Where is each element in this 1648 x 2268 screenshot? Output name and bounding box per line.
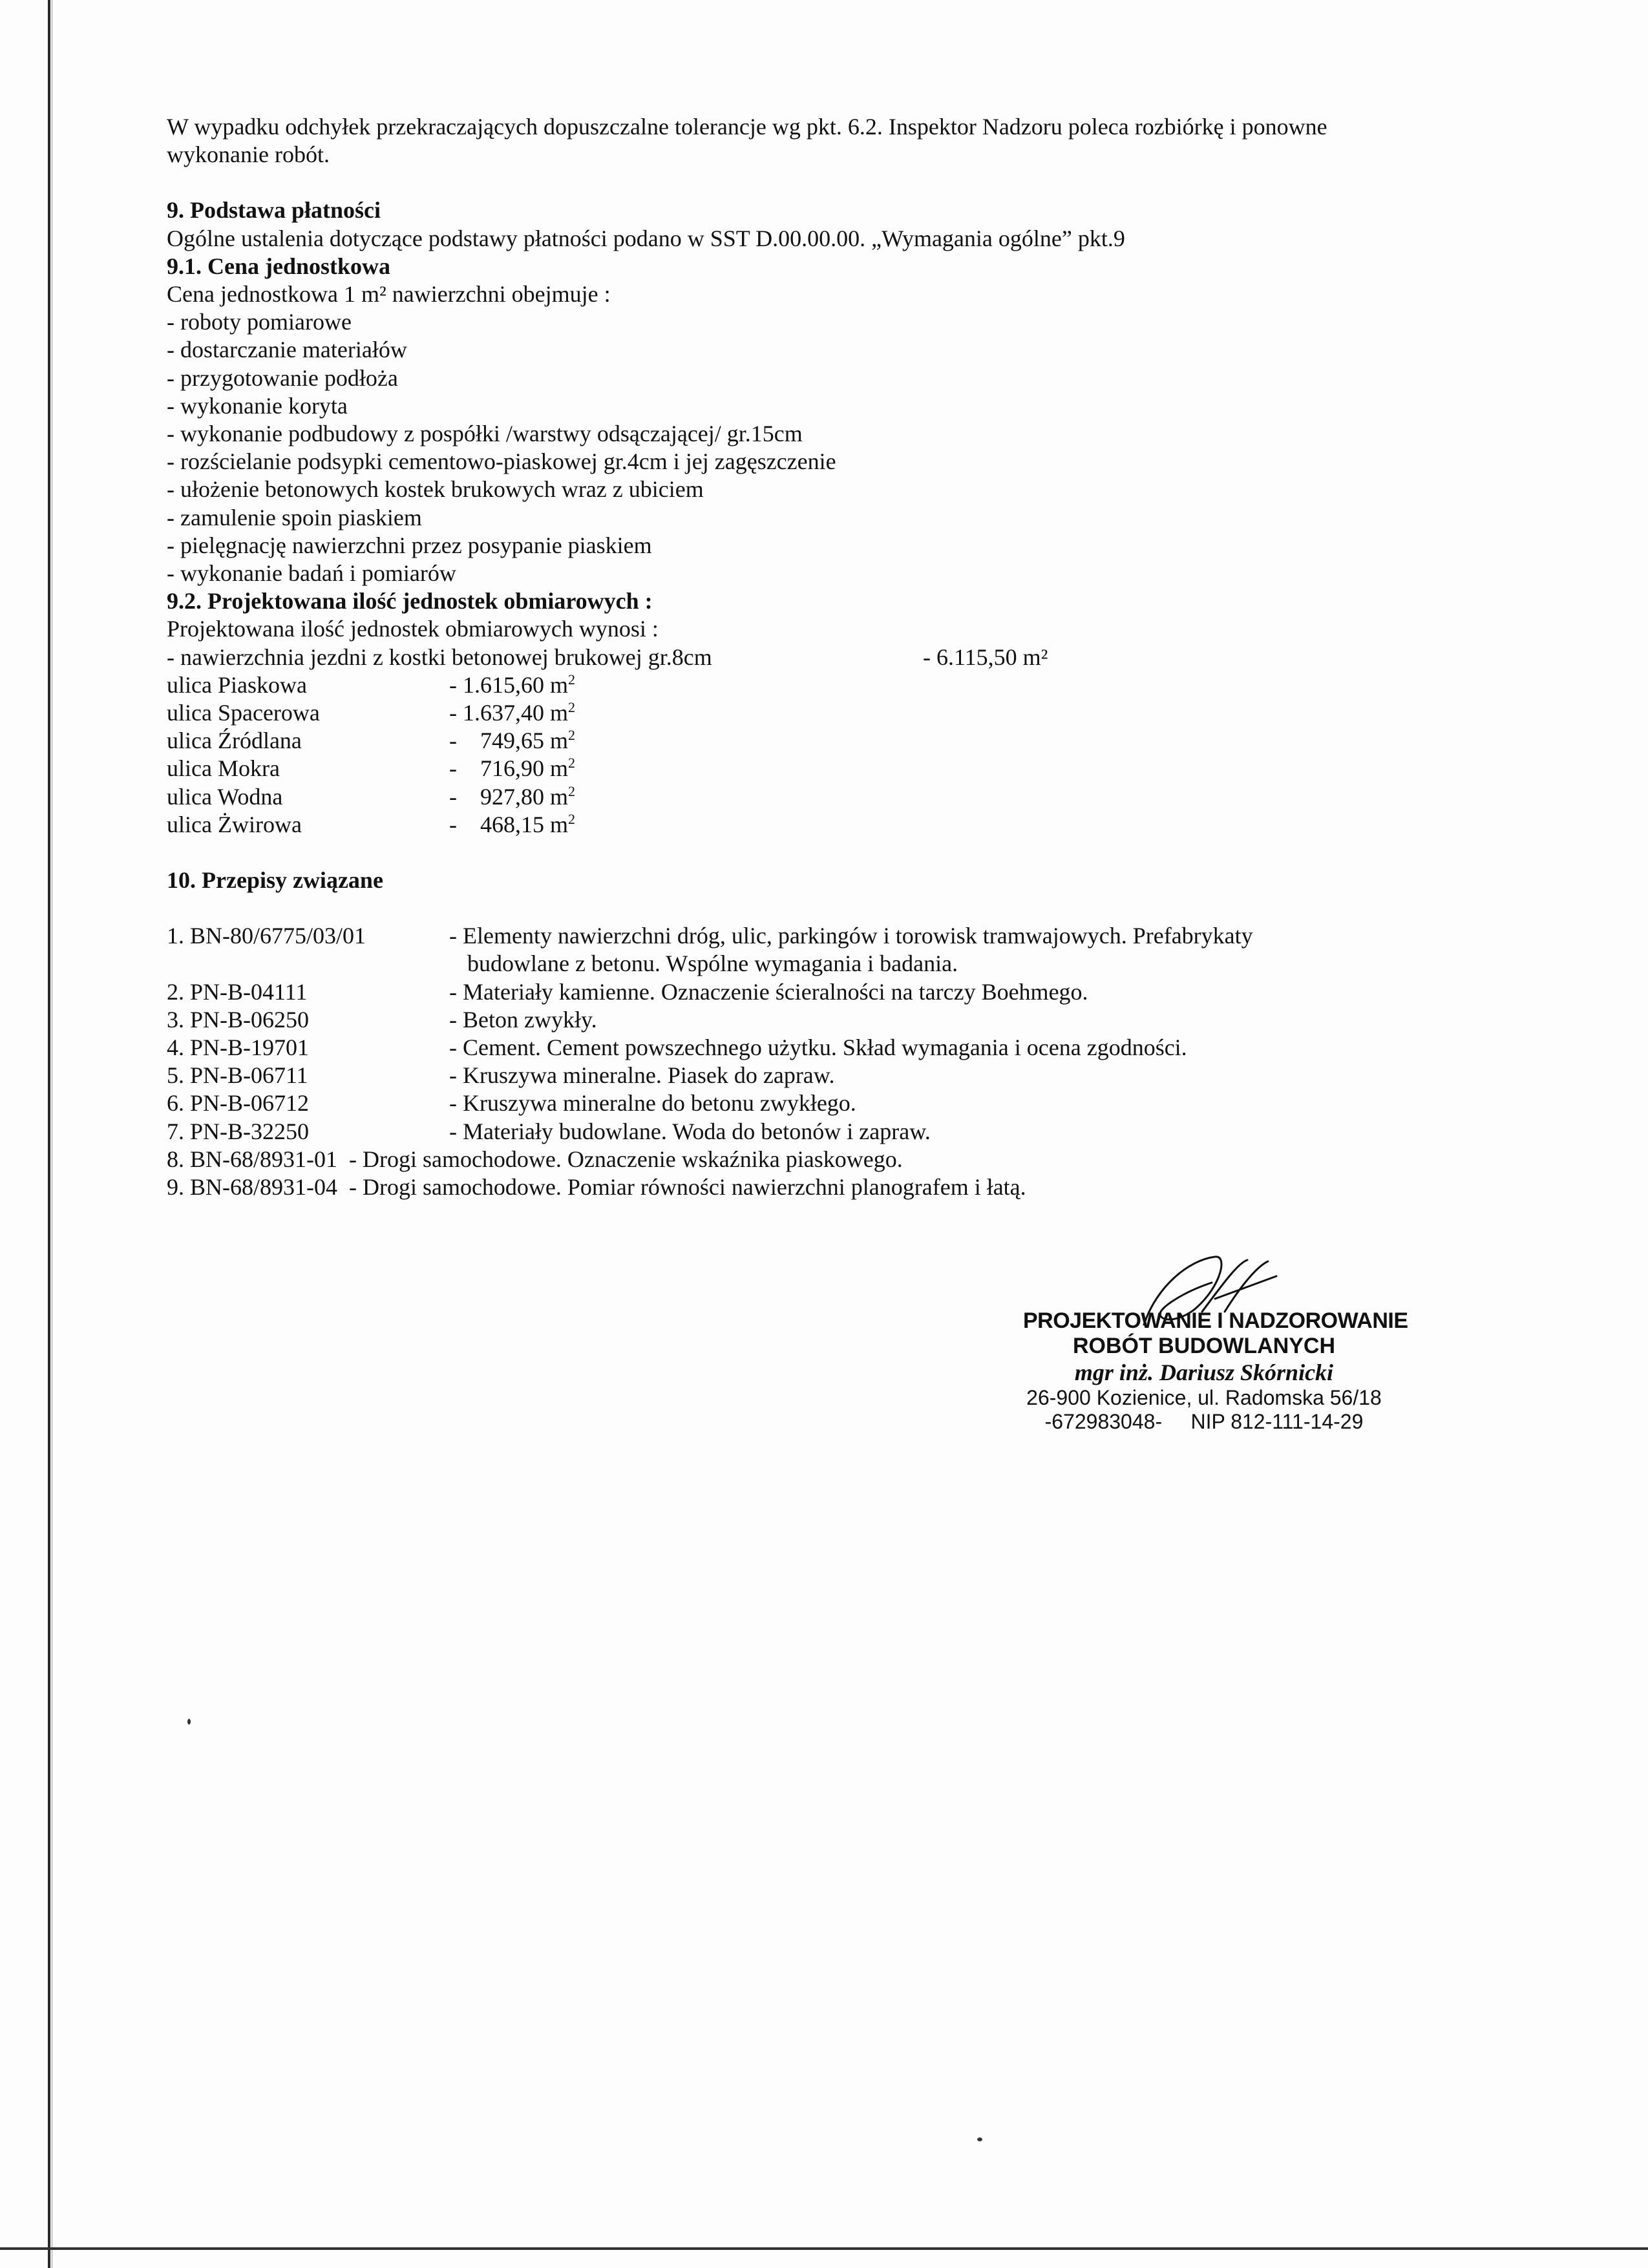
list-item	[167, 1118, 1459, 1146]
street-quantities	[167, 671, 1459, 839]
scan-bottom-edge	[0, 2247, 1648, 2250]
street-name: ulica Źródlana	[167, 728, 302, 754]
street-name: ulica Wodna	[167, 783, 283, 810]
street-area: - 1.637,40 $m^2$	[449, 699, 576, 726]
list-item: - zamulenie spoin piaskiem	[167, 504, 422, 530]
street-area: - 468,15 $m^2$	[449, 810, 576, 837]
company-stamp	[1023, 1308, 1408, 1434]
total-quantity-label: - nawierzchnia jezdni z kostki betonowej brukowej gr.8cm	[167, 644, 712, 670]
list-item	[167, 978, 1459, 1006]
scan-speck	[187, 1719, 191, 1725]
street-area: - 749,65 $m^2$	[449, 727, 576, 754]
intro-line: W wypadku odchyłek przekraczających dopuszczalne tolerancje wg pkt. 6.2. Inspektor Nadzoru poleca rozbiórkę i ponowne	[167, 114, 1327, 140]
list-item: 9. BN-68/8931-04 - Drogi samochodowe. Pomiar równości nawierzchni planografem i łatą.	[167, 1173, 1026, 1200]
ref-desc: - Elementy nawierzchni dróg, ulic, parkingów i torowisk tramwajowych. Prefabrykaty	[449, 923, 1253, 949]
stamp-line: 26-900 Kozienice, ul. Radomska 56/18	[1026, 1386, 1382, 1409]
stamp-line: PROJEKTOWANIE I NADZOROWANIE	[1023, 1308, 1408, 1333]
list-item: - rozścielanie podsypki cementowo-piaskowej gr.4cm i jej zagęszczenie	[167, 448, 836, 475]
cost-items-list	[167, 308, 1459, 587]
table-row	[167, 755, 1459, 782]
ref-desc: - Beton zwykły.	[449, 1006, 597, 1033]
street-name: ulica Żwirowa	[167, 811, 302, 837]
list-item	[167, 922, 1459, 950]
references-list	[167, 922, 1459, 1201]
table-row	[167, 811, 1459, 839]
ref-code: 4. PN-B-19701	[167, 1034, 310, 1060]
scan-speck	[977, 2137, 982, 2141]
list-item: - dostarczanie materiałów	[167, 337, 407, 363]
list-item: 8. BN-68/8931-01 - Drogi samochodowe. Oznaczenie wskaźnika piaskowego.	[167, 1146, 903, 1172]
section-9-text: Ogólne ustalenia dotyczące podstawy płatności podano w SST D.00.00.00. „Wymagania ogólne” pkt.9	[167, 225, 1125, 251]
list-item: - ułożenie betonowych kostek brukowych wraz z ubiciem	[167, 476, 704, 503]
stamp-line: ROBÓT BUDOWLANYCH	[1072, 1334, 1336, 1358]
stamp-line: -672983048- NIP 812-111-14-29	[1044, 1410, 1364, 1433]
ref-code: 7. PN-B-32250	[167, 1118, 310, 1144]
section-9-2-intro: Projektowana ilość jednostek obmiarowych wynosi :	[167, 616, 659, 642]
ref-desc: - Materiały budowlane. Woda do betonów i zapraw.	[449, 1118, 931, 1144]
table-row	[167, 671, 1459, 699]
intro-line: wykonanie robót.	[167, 142, 330, 168]
street-area: - 927,80 $m^2$	[449, 782, 576, 810]
street-area: - 1.615,60 $m^2$	[449, 671, 576, 698]
ref-desc: - Kruszywa mineralne. Piasek do zapraw.	[449, 1062, 835, 1089]
ref-desc: - Kruszywa mineralne do betonu zwykłego.	[449, 1090, 856, 1117]
scan-left-edge	[48, 0, 50, 2268]
street-name: ulica Spacerowa	[167, 700, 320, 726]
list-item	[167, 1006, 1459, 1034]
list-item: - roboty pomiarowe	[167, 309, 352, 335]
table-row	[167, 699, 1459, 727]
ref-desc-continued: budowlane z betonu. Wspólne wymagania i badania.	[467, 950, 958, 977]
ref-code: 6. PN-B-06712	[167, 1090, 310, 1117]
list-item	[167, 1062, 1459, 1089]
list-item: - wykonanie badań i pomiarów	[167, 560, 456, 587]
total-quantity-row	[167, 644, 1459, 671]
ref-code: 5. PN-B-06711	[167, 1062, 308, 1089]
section-9-1-intro: Cena jednostkowa 1 m² nawierzchni obejmuje :	[167, 281, 611, 308]
list-item: - pielęgnację nawierzchni przez posypanie piaskiem	[167, 532, 652, 558]
list-item: - wykonanie podbudowy z pospółki /warstwy odsączającej/ gr.15cm	[167, 421, 803, 447]
stamp-line: mgr inż. Dariusz Skórnicki	[1074, 1360, 1334, 1385]
section-9-heading: 9. Podstawa płatności	[167, 197, 381, 224]
street-name: ulica Mokra	[167, 755, 280, 782]
list-item	[167, 1034, 1459, 1062]
document-body	[167, 113, 1459, 1201]
section-9-2-heading: 9.2. Projektowana ilość jednostek obmiarowych :	[167, 588, 653, 614]
total-quantity-value: - 6.115,50 m²	[923, 644, 1048, 670]
ref-desc: - Materiały kamienne. Oznaczenie ścieralności na tarczy Boehmego.	[449, 978, 1088, 1005]
ref-code: 3. PN-B-06250	[167, 1006, 310, 1033]
list-item: - przygotowanie podłoża	[167, 364, 398, 391]
list-item: - wykonanie koryta	[167, 392, 348, 419]
section-9-1-heading: 9.1. Cena jednostkowa	[167, 253, 391, 279]
ref-desc: - Cement. Cement powszechnego użytku. Skład wymagania i ocena zgodności.	[449, 1034, 1187, 1060]
list-item	[167, 1089, 1459, 1117]
table-row	[167, 783, 1459, 811]
table-row	[167, 727, 1459, 755]
street-area: - 716,90 $m^2$	[449, 755, 576, 782]
ref-code: 1. BN-80/6775/03/01	[167, 923, 366, 949]
street-name: ulica Piaskowa	[167, 671, 307, 698]
section-10-heading: 10. Przepisy związane	[167, 866, 383, 893]
ref-code: 2. PN-B-04111	[167, 978, 308, 1005]
